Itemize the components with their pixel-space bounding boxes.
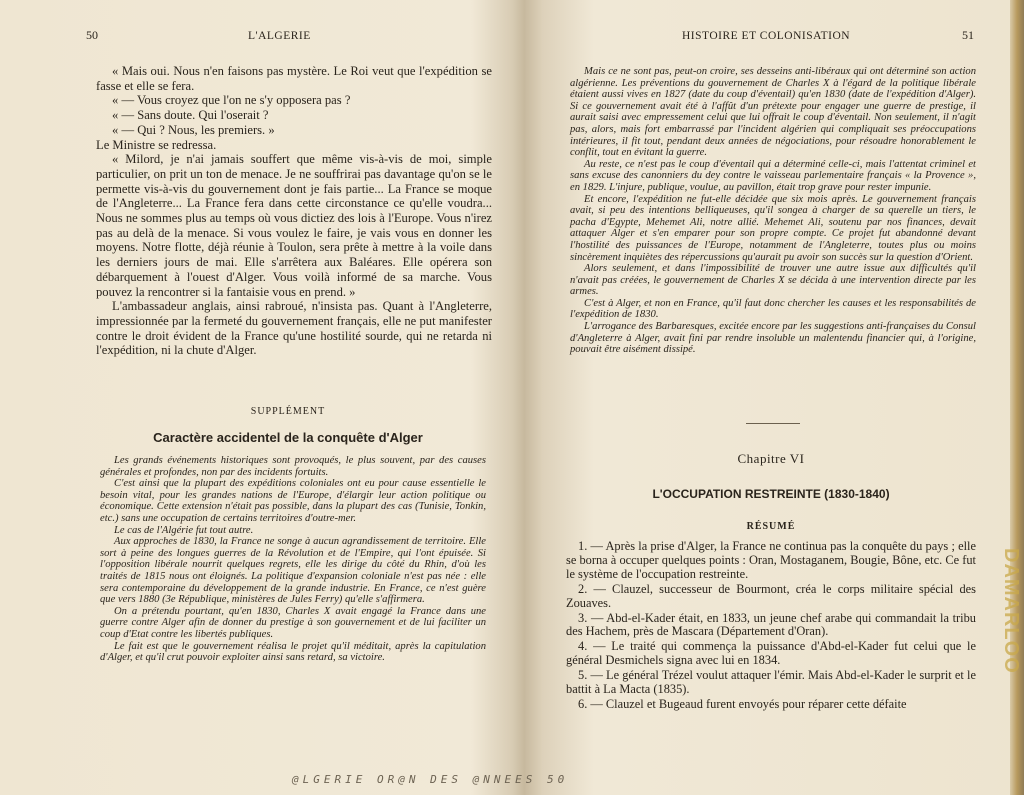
italic-paragraph: C'est à Alger, et non en France, qu'il faut donc chercher les causes et les responsabilités de l'expédition de 1830. bbox=[570, 297, 976, 321]
body-paragraph: « — Qui ? Nous, les premiers. » bbox=[112, 122, 275, 137]
chapter-label: Chapitre VI bbox=[737, 451, 805, 466]
body-paragraph: « — Sans doute. Qui l'oserait ? bbox=[112, 108, 269, 123]
resume-item: 1. — Après la prise d'Alger, la France ne continua pas la conquête du pays ; elle se borna à occuper quelques points : Oran, Mostaganem, Bougie, Bône, etc. Ce fut le système de l'occupation restreinte. bbox=[566, 539, 976, 581]
italic-paragraph: Mais ce ne sont pas, peut-on croire, ses desseins anti-libéraux qui ont déterminé son action algérienne. Les préventions du gouvernement de Charles X à l'égard de la politique libérale étaient aussi vives en 1827 (date du coup d'éventail) qu'en 1830 (date de l'expédition d'Alger). Si ce gouvernement avait été à l'affût d'un prétexte pour engager une guerre de prestige, il aurait saisi avec empressement celui que lui offrait le coup d'éventail. Non seulement, il n'agit pas, alors, mais fort embarrassé par l'incident algérien qui compliquait ses préoccupations intérieures, il fit tout, pendant deux années de négociations, pour résoudre honorablement le conflit, tout en évitant la guerre. bbox=[570, 66, 976, 159]
italic-paragraph: L'arrogance des Barbaresques, excitée encore par les suggestions anti-françaises du Consul d'Angleterre à Alger, avait fini par rendre insoluble un malentendu financier qui, à l'origine, pouvait être aisément dissipé. bbox=[570, 321, 976, 356]
body-paragraph: L'ambassadeur anglais, ainsi rabroué, n'insista pas. Quant à l'Angleterre, impressionnée par la fermeté du gouvernement français, elle ne put manifester contre le droit évident de la France qu'une hostilité sourde, qui ne retarda ni l'expédition, ni la chute d'Alger. bbox=[96, 299, 492, 358]
resume-list bbox=[566, 540, 976, 713]
left-page-number: 50 bbox=[86, 28, 98, 42]
resume-item: 2. — Clauzel, successeur de Bourmont, créa le corps militaire spécial des Zouaves. bbox=[566, 581, 976, 610]
side-stamp: DAMARLOO bbox=[1000, 548, 1022, 674]
right-running-head: HISTOIRE ET COLONISATION bbox=[682, 30, 851, 42]
supplement-paragraph: C'est ainsi que la plupart des expéditions coloniales ont eu pour cause essentielle le besoin vital, pour les grandes nations de l'Europe, d'élargir leur action politique ou économique. Cette extension n'était pas possible, dans la plupart des cas (Tunisie, Tonkin, etc.) sans une occupation de certains territoires d'outre-mer. bbox=[100, 478, 486, 524]
chapter-title: L'OCCUPATION RESTREINTE (1830-1840) bbox=[652, 487, 890, 501]
section-divider bbox=[746, 423, 800, 424]
resume-item: 5. — Le général Trézel voulut attaquer l'émir. Mais Abd-el-Kader le surprit et le battit à La Macta (1835). bbox=[566, 668, 976, 697]
footer-watermark: @LGERIE OR@N DES @NNEES 50 bbox=[292, 773, 569, 786]
resume-item: 6. — Clauzel et Bugeaud furent envoyés pour réparer cette défaite bbox=[578, 696, 907, 711]
body-paragraph: Le Ministre se redressa. bbox=[96, 137, 217, 152]
supplement-text bbox=[100, 455, 486, 664]
body-paragraph: « Milord, je n'ai jamais souffert que même vis-à-vis de moi, simple particulier, on prit un ton de menace. Je ne souffrirai pas davantage qu'on se le permette vis-à-vis du gouvernement dont je fais partie... La France se moque de l'Angleterre... La France fera dans cette circonstance ce qu'elle voudra... Nous ne sommes plus au temps où vous dictiez des lois à l'Europe. Vous n'irez pas au delà de la menace. Si vous voulez le faire, je vais vous en donner les moyens. Notre flotte, déjà réunie à Toulon, sera prête à mettre à la voile dans les derniers jours de mai. Elle s'arrêtera aux Baléares. Elle opérera son débarquement à l'ouest d'Alger. Vous voilà informé de sa marche. Vous pouvez la rencontrer si la fantaisie vous en prend. » bbox=[96, 152, 492, 299]
italic-paragraph: Et encore, l'expédition ne fut-elle décidée que six mois après. Le gouvernement français avait, si peu des intentions belliqueuses, qu'il songea à charger de sa querelle un tiers, le pacha d'Egypte, Mehemet Ali, notre allié. Mehemet Ali, soutenu par nos finances, devait attaquer Alger et s'en emparer pour son propre compte. Ce projet fut abandonné devant l'hostilité des puissances de l'Europe, notamment de l'Angleterre, toutes plus ou moins sincèrement inquiètes des répercussions qu'aurait pu avoir son succès sur la question d'Orient. bbox=[570, 193, 976, 263]
supplement-paragraph: Les grands événements historiques sont provoqués, le plus souvent, par des causes générales et profondes, non par des incidents fortuits. bbox=[100, 455, 486, 478]
resume-item: 4. — Le traité qui commença la puissance d'Abd-el-Kader fut celui que le général Desmichels signa avec lui en 1834. bbox=[566, 639, 976, 668]
supplement-paragraph: Aux approches de 1830, la France ne songe à aucun agrandissement de territoire. Elle sort à peine des longues guerres de la Révolution et de l'Empire, qui l'ont épuisée. Si l'opposition libérale nourrit quelques regrets, elle les dirige du côté du Rhin, d'où les traités de 1815 nous ont éloignés. La politique d'expansion coloniale n'est pas née : elle sera contemporaine du développement de la grande industrie. En France, ce n'est guère que vers 1880 (3e République, ministères de Jules Ferry) qu'elle s'affirmera. bbox=[100, 536, 486, 606]
right-page-number: 51 bbox=[962, 28, 974, 42]
body-paragraph: « — Vous croyez que l'on ne s'y opposera pas ? bbox=[112, 93, 351, 108]
resume-heading: RÉSUMÉ bbox=[746, 521, 796, 532]
italic-paragraph: Au reste, ce n'est pas le coup d'éventail qui a déterminé celle-ci, mais l'attentat criminel et sans excuse des canonniers du dey contre le vaisseau parlementaire français « la Provence », en 1829. L'injure, publique, voulue, au pavillon, était trop grave pour rester impunie. bbox=[570, 158, 976, 193]
supplement-title: Caractère accidentel de la conquête d'Alger bbox=[153, 430, 423, 445]
body-paragraph: « Mais oui. Nous n'en faisons pas mystère. Le Roi veut que l'expédition se fasse et elle se fera. bbox=[96, 64, 492, 93]
left-body-text bbox=[96, 64, 492, 358]
supplement-label: SUPPLÉMENT bbox=[250, 406, 326, 417]
supplement-paragraph: Le cas de l'Algérie fut tout autre. bbox=[114, 524, 254, 536]
right-page bbox=[566, 0, 976, 775]
italic-paragraph: Alors seulement, et dans l'impossibilité de trouver une autre issue aux difficultés qu'il n'avait pas créées, le gouvernement de Charles X se décida à une intervention directe par les armes. bbox=[570, 263, 976, 298]
right-italic-text bbox=[570, 66, 976, 356]
resume-item: 3. — Abd-el-Kader était, en 1833, un jeune chef arabe qui commandait la tribu des Hachem, près de Mascara (Département d'Oran). bbox=[566, 610, 976, 639]
left-page bbox=[78, 0, 498, 775]
left-running-head: L'ALGERIE bbox=[248, 30, 311, 42]
supplement-paragraph: On a prétendu pourtant, qu'en 1830, Charles X avait engagé la France dans une guerre contre Alger afin de donner du prestige à son gouvernement et de lui faciliter un coup d'Etat contre les libertés publiques. bbox=[100, 605, 486, 640]
supplement-paragraph: Le fait est que le gouvernement réalisa le projet qu'il méditait, après la capitulation d'Alger, et qu'il crut pouvoir exploiter ainsi sans retard, sa victoire. bbox=[100, 640, 486, 664]
